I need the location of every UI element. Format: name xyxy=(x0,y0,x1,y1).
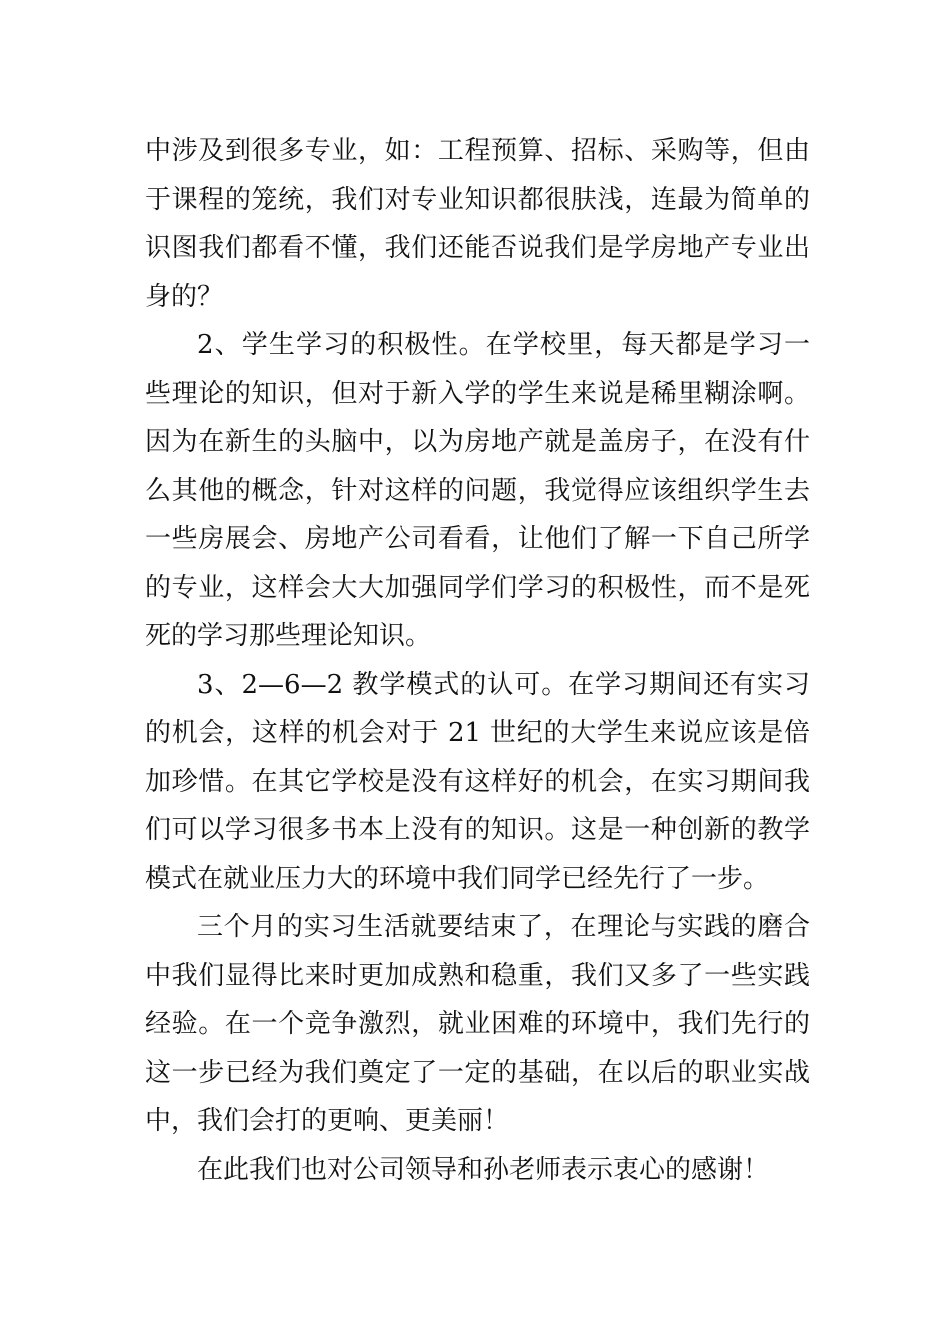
paragraph-thanks: 在此我们也对公司领导和孙老师表示衷心的感谢！ xyxy=(197,1154,770,1185)
document-body xyxy=(145,127,810,1194)
paragraph-point-3: 3、2—6—2 教学模式的认可。在学习期间还有实习的机会，这样的机会对于 21 世纪的大学生来说应该是倍加珍惜。在其它学校是没有这样好的机会，在实习期间我们可以学习很多书本上没有的知识。这是一种创新的教学模式在就业压力大的环境中我们同学已经先行了一步。 xyxy=(145,669,810,894)
paragraph-conclusion: 三个月的实习生活就要结束了，在理论与实践的磨合中我们显得比来时更加成熟和稳重，我们又多了一些实践经验。在一个竞争激烈，就业困难的环境中，我们先行的这一步已经为我们奠定了一定的基础，在以后的职业实战中，我们会打的更响、更美丽！ xyxy=(145,912,810,1136)
paragraph-continuation: 中涉及到很多专业，如：工程预算、招标、采购等，但由于课程的笼统，我们对专业知识都很肤浅，连最为简单的识图我们都看不懂，我们还能否说我们是学房地产专业出身的？ xyxy=(145,136,810,312)
paragraph-point-2: 2、学生学习的积极性。在学校里，每天都是学习一些理论的知识，但对于新入学的学生来说是稀里糊涂啊。因为在新生的头脑中，以为房地产就是盖房子，在没有什么其他的概念，针对这样的问题，我觉得应该组织学生去一些房展会、房地产公司看看，让他们了解一下自己所学的专业，这样会大大加强同学们学习的积极性，而不是死死的学习那些理论知识。 xyxy=(145,330,810,651)
